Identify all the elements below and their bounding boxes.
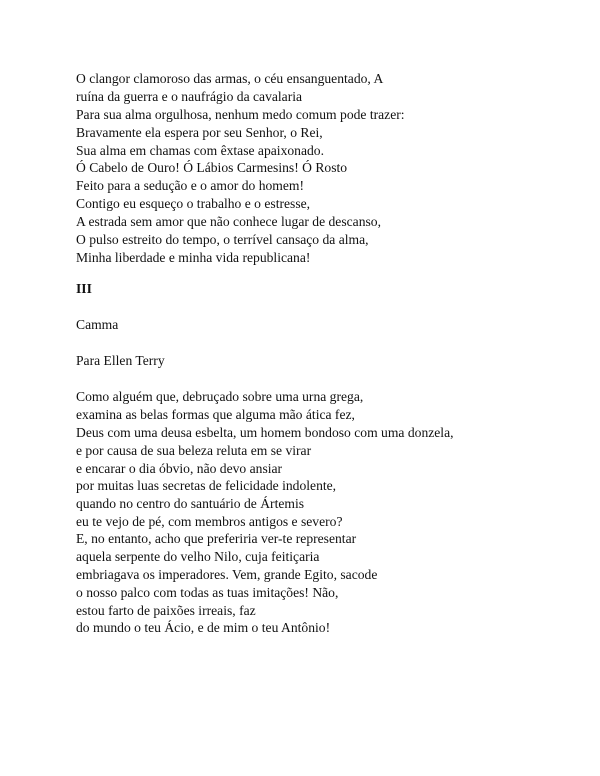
poem-line: Minha liberdade e minha vida republicana! bbox=[76, 249, 311, 265]
poem-dedication: Para Ellen Terry bbox=[76, 353, 165, 368]
poem-line: E, no entanto, acho que preferiria ver-te representar bbox=[76, 531, 357, 546]
poem-line: O clangor clamoroso das armas, o céu ensanguentado, A bbox=[76, 71, 384, 86]
poem-line: por muitas luas secretas de felicidade indolente, bbox=[76, 478, 337, 494]
poem-line: Sua alma em chamas com êxtase apaixonado. bbox=[76, 142, 324, 158]
poem-line: aquela serpente do velho Nilo, cuja feitiçaria bbox=[76, 548, 320, 564]
section-heading: III bbox=[76, 281, 92, 296]
poem-stanza-2 bbox=[76, 530, 377, 637]
poem-line: eu te vejo de pé, com membros antigos e severo? bbox=[76, 514, 343, 530]
poem-line: Para sua alma orgulhosa, nenhum medo comum pode trazer: bbox=[76, 106, 405, 122]
poem-stanza-1 bbox=[76, 388, 454, 531]
poem-line: do mundo o teu Ácio, e de mim o teu Antônio! bbox=[76, 620, 331, 636]
poem-line: Como alguém que, debruçado sobre uma urna grega, bbox=[76, 389, 364, 404]
poem-stanza-continued bbox=[76, 70, 405, 267]
poem-line: estou farto de paixões irreais, faz bbox=[76, 602, 256, 618]
poem-line: quando no centro do santuário de Ártemis bbox=[76, 496, 305, 512]
poem-line: examina as belas formas que alguma mão ática fez, bbox=[76, 406, 355, 422]
poem-line: e por causa de sua beleza reluta em se virar bbox=[76, 442, 312, 458]
poem-line: Deus com uma deusa esbelta, um homem bondoso com uma donzela, bbox=[76, 424, 454, 440]
poem-line: Contigo eu esqueço o trabalho e o estresse, bbox=[76, 196, 311, 212]
poem-line: Feito para a sedução e o amor do homem! bbox=[76, 178, 304, 194]
poem-line: A estrada sem amor que não conhece lugar de descanso, bbox=[76, 214, 381, 230]
poem-line: e encarar o dia óbvio, não devo ansiar bbox=[76, 460, 283, 476]
poem-line: o nosso palco com todas as tuas imitações! Não, bbox=[76, 584, 339, 600]
poem-line: O pulso estreito do tempo, o terrível cansaço da alma, bbox=[76, 232, 369, 248]
poem-line: Ó Cabelo de Ouro! Ó Lábios Carmesins! Ó Rosto bbox=[76, 160, 348, 176]
poem-title: Camma bbox=[76, 317, 119, 332]
poem-line: embriagava os imperadores. Vem, grande Egito, sacode bbox=[76, 566, 378, 582]
poem-line: Bravamente ela espera por seu Senhor, o Rei, bbox=[76, 124, 323, 140]
poem-line: ruína da guerra e o naufrágio da cavalaria bbox=[76, 88, 303, 104]
